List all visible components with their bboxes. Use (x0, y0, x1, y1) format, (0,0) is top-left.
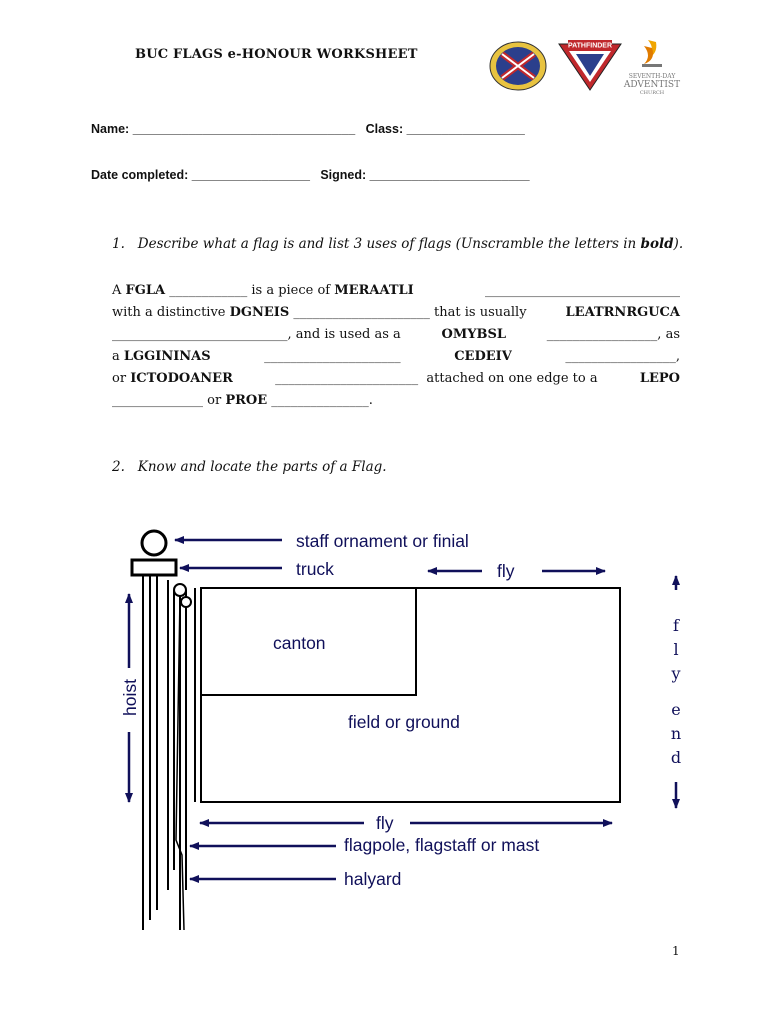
answer-blank[interactable]: ______________________________ (480, 283, 680, 298)
signed-label: Signed: (320, 168, 367, 182)
paragraph-line-1: A FGLA ____________ is a piece of MERAATLI ______________________________ (112, 280, 680, 302)
flag-parts-diagram (110, 510, 690, 940)
pulley-top (174, 584, 186, 596)
truck-shape (132, 560, 176, 575)
label-fly-bottom: fly (376, 813, 394, 833)
scrambled-word: OMYBSL (441, 327, 507, 342)
scrambled-word: LEPO (639, 371, 680, 386)
question-2-prompt (112, 459, 387, 475)
date-row (91, 168, 530, 182)
scrambled-word: MERAATLI (334, 283, 414, 298)
fly-end-letter: n (670, 724, 682, 743)
unscramble-paragraph (112, 280, 680, 412)
scrambled-word: PROE (225, 393, 268, 408)
fly-end-letter: y (671, 664, 681, 683)
signed-field[interactable]: _______________________ (369, 168, 530, 182)
question-number: 1. (112, 236, 125, 252)
adventurer-club-logo (488, 40, 548, 92)
scrambled-word: ICTODOANER (130, 371, 233, 386)
pathfinder-logo (556, 38, 624, 92)
scrambled-word: DGNEIS (229, 305, 290, 320)
label-hoist: hoist (120, 679, 140, 716)
label-field: field or ground (348, 712, 460, 732)
label-flagpole: flagpole, flagstaff or mast (344, 835, 540, 855)
paragraph-line-3: ___________________________, and is used as a OMYBSL _________________, as (112, 324, 680, 346)
date-field[interactable]: _________________ (191, 168, 310, 182)
scrambled-word: FGLA (125, 283, 166, 298)
label-halyard: halyard (344, 869, 402, 889)
scrambled-word: LGGININAS (123, 349, 211, 364)
page-number: 1 (672, 944, 680, 958)
class-field[interactable]: _________________ (406, 122, 525, 136)
name-field[interactable]: ________________________________ (132, 122, 356, 136)
finial-ornament (142, 531, 166, 555)
fly-end-label (666, 614, 686, 770)
fly-end-letter: f (673, 616, 679, 635)
question-1-prompt (112, 236, 683, 252)
question-number: 2. (112, 459, 125, 475)
fly-end-letter: l (673, 640, 679, 659)
paragraph-line-4: a LGGININAS _____________________ CEDEIV _________________, (112, 346, 680, 368)
paragraph-line-6: ______________ or PROE _______________. (112, 390, 680, 412)
date-label: Date completed: (91, 168, 189, 182)
label-finial: staff ornament or finial (296, 531, 469, 551)
seventh-day-adventist-church-logo (622, 36, 686, 98)
question-text-end: ). (673, 236, 684, 252)
pulley-bottom (181, 597, 191, 607)
paragraph-line-5: or ICTODOANER ______________________ attached on one edge to a LEPO (112, 368, 680, 390)
fly-end-letter: e (671, 700, 681, 719)
question-text: Know and locate the parts of a Flag. (137, 459, 387, 475)
svg-text:PATHFINDER: PATHFINDER (567, 42, 613, 50)
bold-word: bold (640, 236, 674, 252)
svg-text:ADVENTIST: ADVENTIST (623, 80, 681, 90)
paragraph-line-2: with a distinctive DGNEIS _____________________ that is usually LEATRNRGUCA (112, 302, 680, 324)
label-fly-top: fly (497, 561, 515, 581)
scrambled-word: LEATRNRGUCA (565, 305, 680, 320)
name-label: Name: (91, 122, 130, 136)
question-text: Describe what a flag is and list 3 uses of flags (Unscramble the letters in (137, 236, 641, 252)
label-truck: truck (296, 559, 334, 579)
worksheet-title: BUC FLAGS e-HONOUR WORKSHEET (135, 47, 418, 62)
class-label: Class: (365, 122, 404, 136)
svg-text:CHURCH: CHURCH (639, 90, 665, 96)
name-row (91, 122, 525, 136)
fly-end-letter: d (670, 748, 682, 767)
svg-text:SEVENTH-DAY: SEVENTH-DAY (628, 73, 676, 80)
label-canton: canton (273, 633, 326, 653)
scrambled-word: CEDEIV (454, 349, 512, 364)
